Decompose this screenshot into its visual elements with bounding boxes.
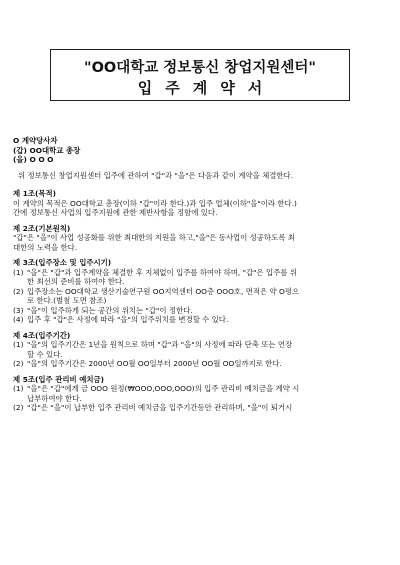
item-text-continued: 로 한다.(별첨 도면 참조) [27,296,107,305]
article-2-text: 대한의 노력을 한다. [13,242,78,252]
list-item [13,384,389,394]
item-number: (1) [13,267,24,277]
article-1-text: 간에 정보통신 사업의 입주지원에 관한 제반사항을 정함에 있다. [13,208,218,217]
item-text: "을"의 입주기간은 1년을 원칙으로 하며 "갑"과 "을"의 사정에 따라 단축 또는 연장 [27,340,293,349]
list-item [13,268,389,278]
document-body [13,136,389,413]
document-title: "OO대학교 정보통신 창업지원센터" [84,60,316,76]
article-2-text: "갑"은 "을"이 사업 성공화를 위한 최대한의 지원을 하고,"을"은 동사업이 성공하도록 최 [13,233,295,242]
parties-heading: O 계약당사자 [13,136,58,145]
party-gap: (갑) OO대학교 총장 [13,145,81,155]
item-number: (1) [13,384,24,393]
item-text: 입주장소는 OO대학교 생산기술연구원 OO지역센터 OO층 OOO호, 면적은 약 O평으 [27,286,300,296]
list-item [13,340,389,350]
list-item [13,403,389,413]
item-number: (3) [13,305,24,315]
item-number: (2) [13,286,24,296]
article-4-title: 제 4조(입주기간) [13,330,71,340]
article-1-text: 이 계약의 목적은 OO대학교 총장(이하 "갑"이라 한다.)과 입주 업체(이하"을"이라 한다.) [13,198,297,208]
list-item [13,315,389,325]
item-number: (2) [13,359,24,368]
item-text: "을"은 "갑"과 입주계약을 체결한 후 지체없이 입주를 하여야 하며, "갑"은 입주를 위 [27,267,297,277]
item-number: (4) [13,315,24,324]
list-item [13,306,389,316]
article-1-title: 제 1조(목적) [13,189,57,198]
item-number: (1) [13,340,24,349]
article-3-title: 제 3조(입주장소 및 입주시기) [13,258,112,267]
item-number: (2) [13,403,24,412]
item-text-continued: 납부하여야 한다. [27,393,82,403]
document-title-box [50,49,350,101]
article-5-title: 제 5조(입주 관리비 예치금) [13,374,105,384]
article-2-title: 제 2조(기본원칙) [13,223,71,233]
document-subtitle: 입주계약서 [137,79,276,97]
item-text: "을"이 입주하게 되는 공간의 위치는 "갑"이 정한다. [27,305,193,315]
item-text: 입주 후 "갑"은 사정에 따라 "을"의 입주위치를 변경할 수 있다. [27,315,229,324]
list-item [13,287,389,297]
list-item [13,359,389,369]
item-text-continued: 할 수 있다. [27,349,63,359]
item-text: "갑"은 "을"이 납부한 입주 관리비 예치금을 입주기간동안 관리하며, "을"이 퇴거시 [27,403,293,412]
item-text: "을"의 입주기간은 2000년 OO월 OO일부터 2000년 OO월 OO일까지로 한다. [27,359,282,368]
item-text-continued: 한 최선의 준비를 하여야 한다. [27,277,125,286]
intro-paragraph: 위 정보통신 창업지원센터 입주에 관하여 "갑"과 "을"은 다음과 같이 계약을 체결한다. [18,170,294,180]
party-eul: (을) O O O [13,155,54,164]
item-text: "을"은 "갑"에게 금 OOO 원정(₩OOO,OOO,OOO)의 입주 관리비 예치금을 계약 시 [27,384,300,393]
